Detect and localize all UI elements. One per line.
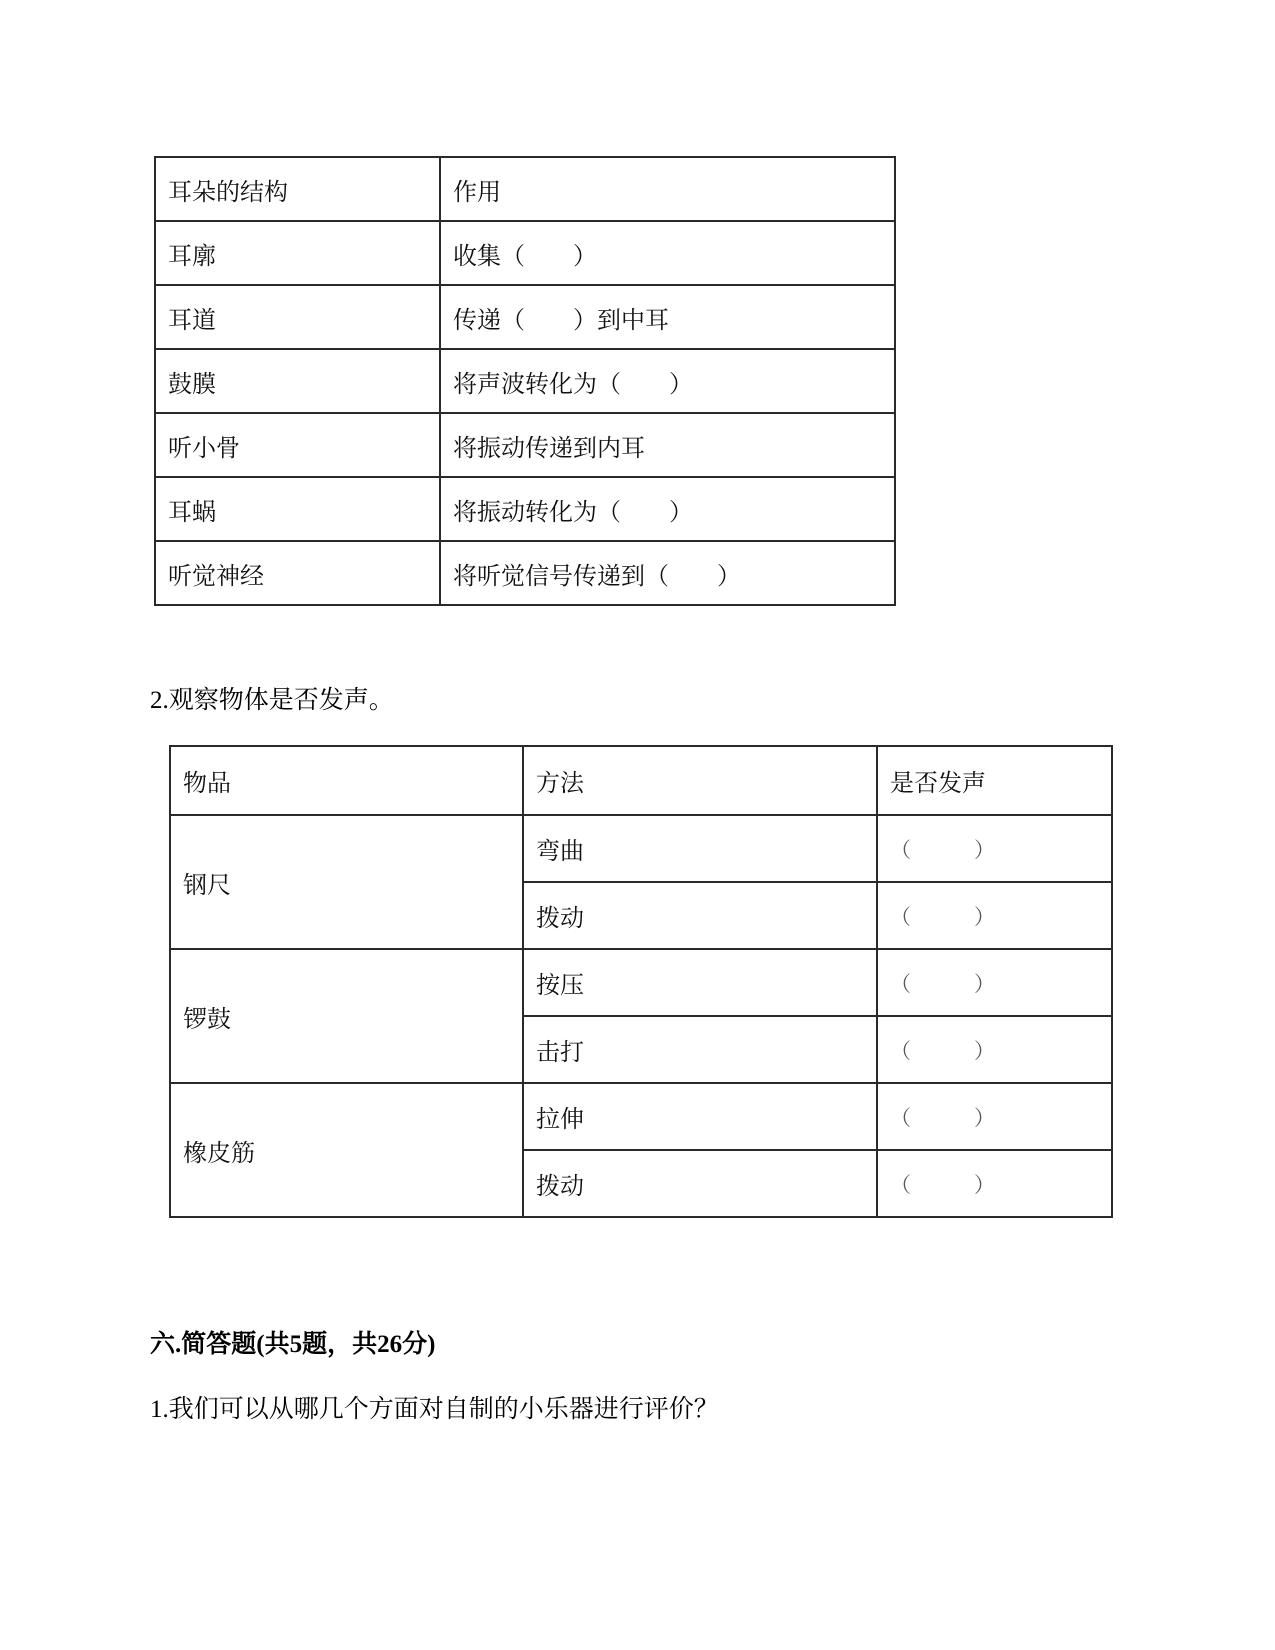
table-header-row [155,157,895,221]
table-row [155,477,895,541]
structure-cell: 听觉神经 [155,541,440,605]
item-cell: 锣鼓 [170,949,523,1083]
method-cell: 拨动 [523,882,877,949]
answer-blank: （ ） [877,815,1112,882]
table-row [170,815,1112,882]
structure-cell: 耳蜗 [155,477,440,541]
answer-blank: （ ） [877,882,1112,949]
question-1-text: 1.我们可以从哪几个方面对自制的小乐器进行评价？ [150,1396,719,1423]
structure-cell: 鼓膜 [155,349,440,413]
function-cell: 传递（ ）到中耳 [440,285,895,349]
structure-cell: 耳廓 [155,221,440,285]
ear-structure-table [154,156,896,606]
header-cell-method: 方法 [523,746,877,815]
method-cell: 弯曲 [523,815,877,882]
table-row [155,413,895,477]
section-heading: 六.简答题(共5题，共26分) [150,1331,436,1358]
method-cell: 拨动 [523,1150,877,1217]
function-cell: 将振动转化为（ ） [440,477,895,541]
structure-cell: 听小骨 [155,413,440,477]
answer-blank: （ ） [877,1150,1112,1217]
function-cell: 收集（ ） [440,221,895,285]
function-cell: 将振动传递到内耳 [440,413,895,477]
header-cell-sound: 是否发声 [877,746,1112,815]
answer-blank: （ ） [877,1083,1112,1150]
function-cell: 将听觉信号传递到（ ） [440,541,895,605]
function-cell: 将声波转化为（ ） [440,349,895,413]
structure-cell: 耳道 [155,285,440,349]
item-cell: 钢尺 [170,815,523,949]
method-cell: 击打 [523,1016,877,1083]
table-row [155,221,895,285]
table-row [155,541,895,605]
header-cell-function: 作用 [440,157,895,221]
table-row [155,285,895,349]
table-row [155,349,895,413]
method-cell: 拉伸 [523,1083,877,1150]
question-2-text: 2.观察物体是否发声。 [150,687,394,714]
answer-blank: （ ） [877,1016,1112,1083]
table-row [170,949,1112,1016]
header-cell-item: 物品 [170,746,523,815]
table-row [170,1083,1112,1150]
sound-observation-table [169,745,1113,1218]
header-cell-structure: 耳朵的结构 [155,157,440,221]
item-cell: 橡皮筋 [170,1083,523,1217]
method-cell: 按压 [523,949,877,1016]
table-header-row [170,746,1112,815]
answer-blank: （ ） [877,949,1112,1016]
